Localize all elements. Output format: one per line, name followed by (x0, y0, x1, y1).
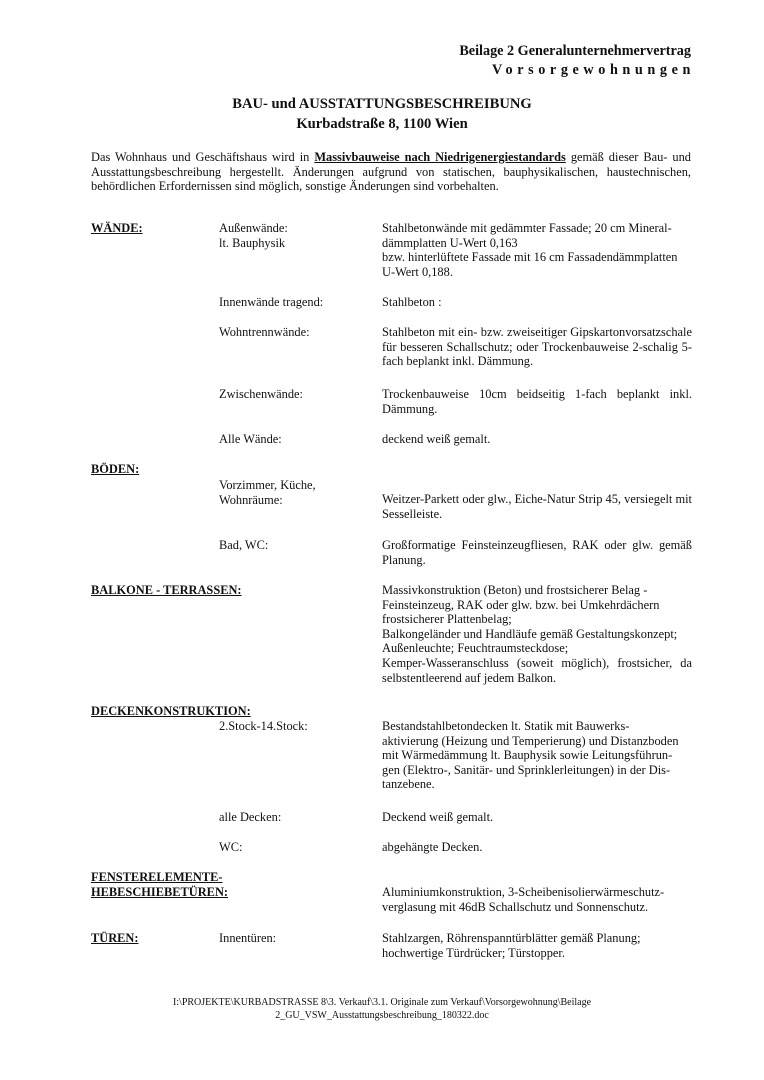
intro-text-after: gemäß dieser Bau- und Ausstattungsbeschreibung hergestellt. Änderungen aufgrund von statischen, bauphysikalischen, haustechnischen, behördlichen Erfordernissen sind möglich, sonstige Änderungen sind vorbehalten. (91, 150, 691, 194)
value-line: Massivkonstruktion (Beton) und frostsicherer Belag - (382, 583, 648, 597)
value-line: Stahlbetonwände mit gedämmter Fassade; 20 cm Mineral- (382, 221, 672, 235)
document-title: BAU- und AUSSTATTUNGSBESCHREIBUNG (232, 96, 532, 112)
heading-line: HEBESCHIEBETÜREN: (91, 884, 229, 899)
heading-line: FENSTERELEMENTE- (91, 870, 223, 884)
label-line: Wohnräume: (219, 492, 283, 507)
section-heading-balkone: BALKONE - TERRASSEN: (91, 583, 242, 597)
value-line: gen (Elektro-, Sanitär- und Sprinklerleitungen) in der Dis- (382, 762, 671, 777)
label-zwischenwaende: Zwischenwände: (219, 387, 303, 401)
value-line: dämmplatten U-Wert 0,163 (382, 235, 518, 250)
label-line: lt. Bauphysik (219, 235, 286, 250)
value-innentueren (382, 931, 692, 960)
value-line: bzw. hinterlüftete Fassade mit 16 cm Fassadendämmplatten (382, 250, 678, 265)
value-bad-wc: Großformatige Feinsteinzeugfliesen, RAK oder glw. gemäß Planung. (382, 538, 692, 567)
value-line: mit Wärmedämmung lt. Bauphysik sowie Leitungsführun- (382, 748, 673, 763)
intro-text-before: Das Wohnhaus und Geschäftshaus wird in (91, 150, 315, 164)
label-innenwaende: Innenwände tragend: (219, 295, 324, 309)
section-heading-boeden: BÖDEN: (91, 462, 140, 476)
label-line: Vorzimmer, Küche, (219, 478, 316, 492)
value-wohntrennwaende: Stahlbeton mit ein- bzw. zweiseitiger Gipskartonvorsatzschale für besseren Schallschutz; oder Trockenbauweise 2-schalig 5-fach beplankt inkl. Dämmung. (382, 325, 692, 369)
value-zwischenwaende: Trockenbauweise 10cm beidseitig 1-fach beplankt inkl. Dämmung. (382, 387, 692, 416)
value-line: verglasung mit 46dB Schallschutz und Sonnenschutz. (382, 899, 649, 914)
value-balkone (382, 583, 692, 685)
value-line: aktivierung (Heizung und Temperierung) und Distanzboden (382, 733, 679, 748)
value-line: Bestandstahlbetondecken lt. Statik mit Bauwerks- (382, 719, 630, 733)
value-line: Außenleuchte; Feuchtraumsteckdose; (382, 641, 569, 656)
intro-emphasis: Massivbauweise nach Niedrigenergiestandards (314, 150, 566, 164)
section-heading-fenster (91, 870, 228, 899)
intro-paragraph (91, 150, 691, 194)
footer-file-path (0, 997, 764, 1022)
value-innenwaende: Stahlbeton : (382, 295, 442, 309)
value-line: Balkongeländer und Handläufe gemäß Gestaltungskonzept; (382, 626, 678, 641)
value-alle-waende: deckend weiß gemalt. (382, 432, 491, 446)
document-header-line2: Vorsorgewohnungen (491, 62, 695, 78)
label-wc: WC: (219, 840, 243, 854)
document-header-line1: Beilage 2 Generalunternehmervertrag (459, 43, 691, 59)
value-line: U-Wert 0,188. (382, 264, 453, 279)
label-stock: 2.Stock-14.Stock: (219, 719, 308, 733)
label-aussenwaende (219, 221, 369, 250)
label-alle-decken: alle Decken: (219, 810, 282, 824)
value-line: hochwertige Türdrücker; Türstopper. (382, 945, 565, 960)
value-line: tanzebene. (382, 777, 435, 792)
label-alle-waende: Alle Wände: (219, 432, 282, 446)
section-heading-decken: DECKENKONSTRUKTION: (91, 704, 251, 718)
value-line: frostsicherer Plattenbelag; (382, 612, 512, 627)
value-wohnraeume: Weitzer-Parkett oder glw., Eiche-Natur Strip 45, versiegelt mit Sesselleiste. (382, 492, 692, 521)
label-bad-wc: Bad, WC: (219, 538, 269, 552)
section-heading-waende: WÄNDE: (91, 221, 143, 235)
label-wohnraeume (219, 478, 369, 507)
label-wohntrennwaende: Wohntrennwände: (219, 325, 310, 339)
section-heading-tueren: TÜREN: (91, 931, 139, 945)
value-fenster (382, 885, 692, 914)
value-line: Stahlzargen, Röhrenspanntürblätter gemäß Planung; (382, 931, 641, 945)
value-alle-decken: Deckend weiß gemalt. (382, 810, 494, 824)
footer-line: 2_GU_VSW_Ausstattungsbeschreibung_180322.doc (275, 1009, 489, 1021)
value-wc: abgehängte Decken. (382, 840, 483, 854)
value-aussenwaende (382, 221, 692, 279)
value-line: Feinsteinzeug, RAK oder glw. bzw. bei Umkehrdächern (382, 597, 660, 612)
value-stock (382, 719, 692, 792)
value-line: Aluminiumkonstruktion, 3-Scheibenisolierwärmeschutz- (382, 885, 665, 899)
footer-line: I:\PROJEKTE\KURBADSTRASSE 8\3. Verkauf\3.1. Originale zum Verkauf\Vorsorgewohnung\Beilage (172, 997, 592, 1008)
value-line: Kemper-Wasseranschluss (soweit möglich), frostsicher, da selbstentleerend auf jedem Balkon. (382, 655, 692, 685)
document-subtitle: Kurbadstraße 8, 1100 Wien (296, 116, 468, 132)
label-innentueren: Innentüren: (219, 931, 277, 945)
label-line: Außenwände: (219, 221, 288, 235)
